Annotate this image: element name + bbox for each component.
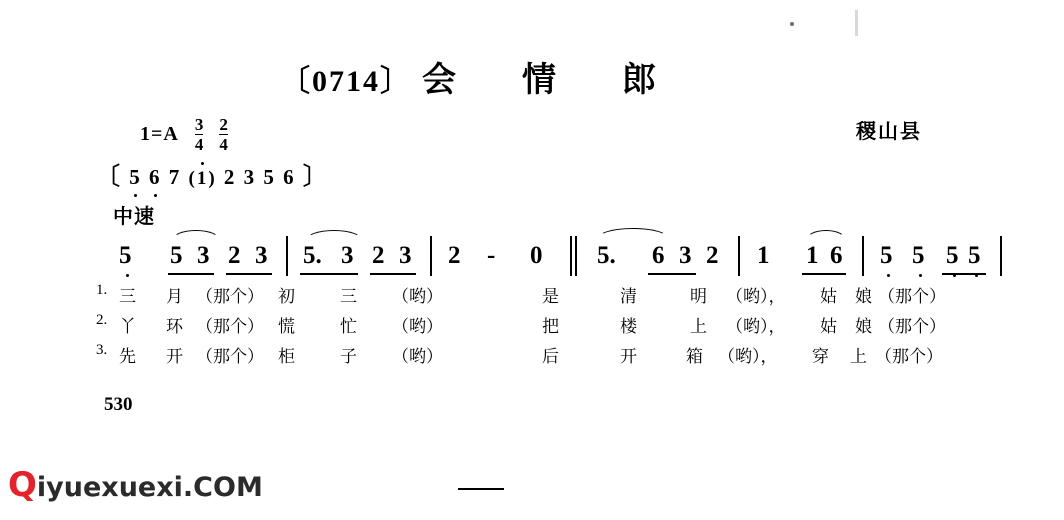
lyric-1-3: （那个） [196, 287, 264, 307]
beam-m7-a [942, 273, 986, 275]
note-m1-1-octave-dot [126, 274, 129, 277]
scale-bracket-open: 〔 [96, 164, 122, 190]
lyric-1-10: （哟）， [726, 287, 786, 307]
lyric-3-3: （那个） [196, 347, 264, 367]
note-m4-2: - [487, 242, 496, 269]
note-m2-4: 3 [255, 242, 268, 269]
lyric-2-3: （那个） [196, 317, 264, 337]
lyric-3-7: 后 [542, 347, 559, 367]
lyric-2-9: 上 [690, 317, 707, 337]
note-m2-3: 2 [228, 242, 241, 269]
note-m6-2: 1 [806, 242, 819, 269]
title-char-2: 情 [522, 60, 558, 100]
note-m3-1: 5. [303, 242, 322, 269]
lyric-2-13: （那个） [878, 317, 946, 337]
barline-1 [286, 236, 288, 276]
barline-2 [430, 236, 432, 276]
lyric-3-5: 子 [340, 347, 357, 367]
scale-note-1: 5 [129, 165, 142, 189]
lyric-3-12: 上 [850, 347, 867, 367]
scale-note-3: 7 [168, 165, 182, 189]
note-m2-1: 5 [170, 242, 183, 269]
note-m3-2: 3 [341, 242, 354, 269]
lyric-1-12: 娘 [855, 287, 872, 307]
meter-numerator: 3 [194, 115, 204, 134]
lyric-3-13: （那个） [875, 347, 943, 367]
scale-note-2: 6 [149, 165, 162, 189]
lyrics-block [0, 282, 1064, 372]
barline-3b [575, 236, 577, 276]
lyric-3-4: 柜 [278, 347, 295, 367]
lyric-1-2: 月 [166, 287, 183, 307]
bottom-rule [458, 488, 504, 490]
meter-numerator-2: 2 [219, 115, 228, 134]
lyric-1-5: 三 [340, 287, 357, 307]
beam-m5-a [648, 273, 696, 275]
beam-m3-b [370, 273, 416, 275]
song-number: 〔0714〕 [280, 65, 412, 98]
key-label: 1=A [140, 123, 179, 145]
barline-3 [570, 236, 572, 276]
slur-m3 [306, 230, 362, 240]
lyric-row-2 [0, 312, 1064, 342]
watermark-logo-q: Q [8, 465, 37, 505]
beam-m3-a [300, 273, 358, 275]
lyric-3-8: 开 [620, 347, 637, 367]
lyric-2-4: 慌 [278, 317, 295, 337]
lyric-2-8: 楼 [620, 317, 637, 337]
note-m6-3: 6 [830, 242, 843, 269]
beam-m6-a [802, 273, 846, 275]
lyric-3-11: 穿 [812, 347, 829, 367]
lyric-2-7: 把 [542, 317, 559, 337]
scale-row [96, 156, 329, 191]
beam-m2-a [168, 273, 214, 275]
lyric-3-10: （哟）， [718, 347, 778, 367]
scale-note-7: 5 [263, 165, 276, 189]
scale-note-4-digit: 1 [196, 168, 209, 189]
slur-m2 [172, 230, 220, 240]
music-notation-line [0, 238, 1064, 284]
slur-m6 [806, 230, 846, 240]
barline-4 [738, 236, 740, 276]
note-m7-2-octave-dot [919, 274, 922, 277]
note-m7-4: 5 [968, 242, 981, 269]
scan-artifact-dot [790, 22, 794, 26]
lyric-1-8: 清 [620, 287, 637, 307]
lyric-1-7: 是 [542, 287, 559, 307]
note-m3-4: 3 [399, 242, 412, 269]
note-m3-3: 2 [372, 242, 385, 269]
lyric-2-11: 姑 [820, 317, 837, 337]
note-m7-1: 5 [880, 242, 893, 269]
meter-3-4 [195, 116, 204, 153]
scale-note-4: (1) [188, 168, 217, 189]
meter-denominator: 4 [194, 135, 204, 154]
note-m5-3: 3 [679, 242, 692, 269]
title-char-3: 郎 [622, 60, 658, 100]
scan-artifact-mark [855, 10, 858, 36]
watermark-text: iyuexuexi.COM [36, 472, 263, 503]
page-number: 530 [104, 394, 133, 415]
page-title [280, 52, 658, 101]
scale-note-8: 6 [283, 165, 296, 189]
lyric-3-2: 开 [166, 347, 183, 367]
note-m4-1: 2 [448, 242, 461, 269]
lyric-2-6: （哟） [392, 317, 443, 337]
beam-m2-b [226, 273, 272, 275]
lyric-1-9: 明 [690, 287, 707, 307]
region-label: 稷山县 [856, 119, 922, 143]
note-m7-1-octave-dot [887, 274, 890, 277]
lyric-row-2-index: 2. [96, 312, 108, 328]
lyric-2-2: 环 [166, 317, 183, 337]
note-m7-3: 5 [946, 242, 959, 269]
note-m5-4: 2 [706, 242, 719, 269]
lyric-2-5: 忙 [340, 317, 357, 337]
lyric-row-3 [0, 342, 1064, 372]
lyric-row-3-index: 3. [96, 342, 108, 358]
key-signature [140, 116, 228, 153]
note-m5-2: 6 [652, 242, 665, 269]
note-m2-2: 3 [197, 242, 210, 269]
scale-bracket-close: 〕 [302, 164, 329, 190]
title-char-1: 会 [422, 60, 458, 100]
lyric-1-11: 姑 [820, 287, 837, 307]
lyric-1-13: （那个） [878, 287, 946, 307]
lyric-3-1: 先 [119, 347, 136, 367]
note-m4-3: 0 [530, 242, 543, 269]
barline-6 [1000, 236, 1002, 276]
slur-m5 [598, 228, 668, 238]
meter-denominator-2: 4 [219, 135, 228, 154]
lyric-3-6: （哟） [392, 347, 443, 367]
lyric-3-9: 箱 [686, 347, 703, 367]
lyric-row-1 [0, 282, 1064, 312]
site-watermark [8, 465, 263, 505]
lyric-1-4: 初 [278, 287, 295, 307]
note-m1-1: 5 [119, 242, 132, 269]
note-m6-1: 1 [757, 242, 770, 269]
tempo-marking: 中速 [113, 204, 155, 228]
scale-note-5: 2 [223, 165, 237, 189]
barline-5 [862, 236, 864, 276]
lyric-1-6: （哟） [392, 287, 443, 307]
lyric-2-10: （哟）， [726, 317, 786, 337]
lyric-1-1: 三 [119, 287, 136, 307]
scale-note-6: 3 [243, 165, 257, 189]
lyric-2-1: 丫 [119, 317, 136, 337]
meter-2-4 [219, 116, 228, 153]
lyric-row-1-index: 1. [96, 282, 108, 298]
lyric-2-12: 娘 [855, 317, 872, 337]
note-m7-2: 5 [912, 242, 925, 269]
note-m5-1: 5. [597, 242, 616, 269]
